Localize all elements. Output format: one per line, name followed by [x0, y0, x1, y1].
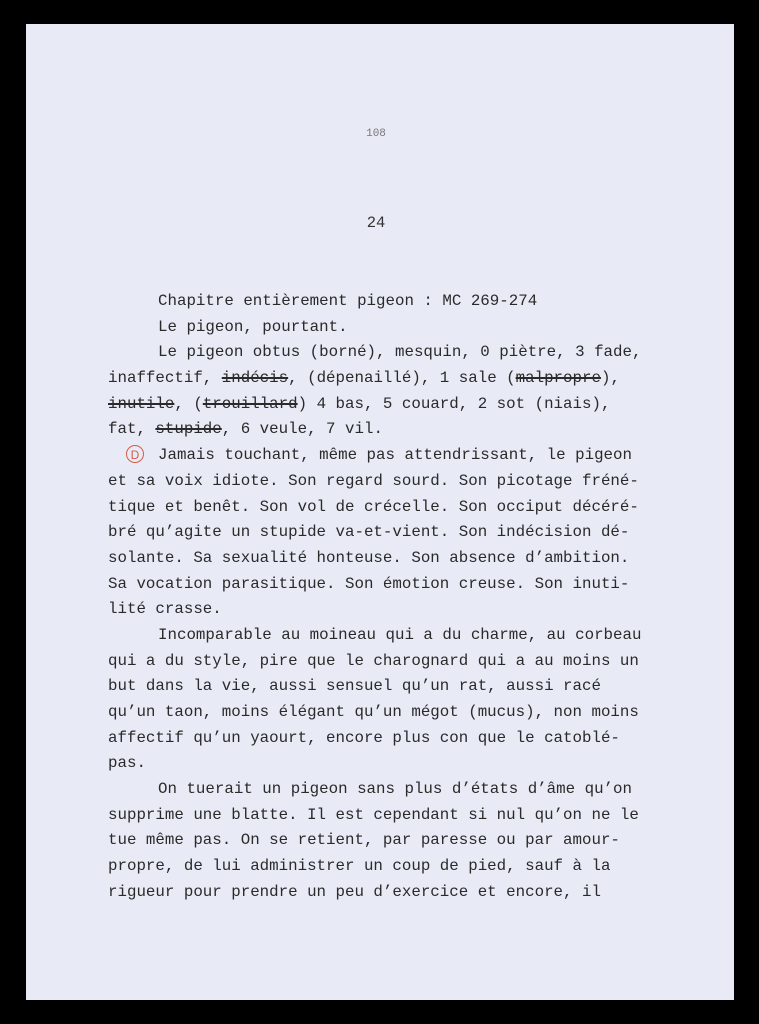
text-line [108, 443, 648, 469]
chapter-number: 24 [366, 214, 386, 232]
text-segment: , 6 veule, 7 vil. [221, 420, 383, 439]
text-segment: affectif qu’un yaourt, encore plus con que le catoblé- [108, 728, 620, 747]
text-line [108, 572, 648, 598]
text-segment: tique et benêt. Son vol de crécelle. Son occiput décéré- [108, 497, 639, 516]
text-segment: et sa voix idiote. Son regard sourd. Son picotage fréné- [108, 471, 639, 490]
text-segment: solante. Sa sexualité honteuse. Son absence d’ambition. [108, 548, 630, 567]
text-segment: propre, de lui administrer un coup de pied, sauf à la [108, 857, 611, 876]
struck-word: trouillard [202, 394, 298, 413]
text-segment: qui a du style, pire que le charognard qui a au moins un [108, 651, 639, 670]
text-line [108, 546, 648, 572]
text-segment: Chapitre entièrement pigeon : MC 269-274 [158, 292, 538, 310]
margin-circle-marker: D [126, 445, 144, 463]
text-line [108, 828, 648, 854]
text-line [108, 751, 648, 777]
text-line [108, 674, 648, 700]
text-segment: , ( [174, 394, 203, 413]
text-line [108, 340, 648, 366]
text-segment: qu’un taon, moins élégant qu’un mégot (mucus), non moins [108, 703, 639, 721]
text-segment: but dans la vie, aussi sensuel qu’un rat, aussi racé [108, 677, 601, 696]
text-segment: Le pigeon, pourtant. [158, 317, 348, 336]
text-line [108, 289, 648, 315]
text-segment: tue même pas. On se retient, par paresse ou par amour- [108, 831, 620, 850]
text-line [108, 700, 648, 726]
manuscript-page [26, 24, 734, 1000]
text-segment: On tuerait un pigeon sans plus d’états d’âme qu’on [158, 780, 632, 799]
text-line [108, 803, 648, 829]
text-segment: rigueur pour prendre un peu d’exercice et encore, il [108, 882, 601, 901]
text-segment: ) 4 bas, 5 couard, 2 sot (niais), [297, 394, 611, 413]
text-segment: fat, [108, 420, 156, 439]
text-line [108, 315, 648, 341]
text-line [108, 392, 648, 418]
text-segment: lité crasse. [108, 600, 222, 619]
text-segment: Jamais touchant, même pas attendrissant, le pigeon [158, 446, 632, 465]
text-line [108, 520, 648, 546]
struck-word: inutile [108, 394, 175, 413]
struck-word: malpropre [515, 369, 601, 388]
text-segment: Incomparable au moineau qui a du charme, au corbeau [158, 625, 642, 644]
text-line [108, 854, 648, 880]
struck-word: indécis [221, 369, 289, 388]
text-line [108, 777, 648, 803]
text-line [108, 469, 648, 495]
text-segment: , (dépenaillé), 1 sale ( [288, 369, 516, 388]
page-number: 108 [366, 128, 386, 140]
chapter-body [108, 289, 648, 906]
text-segment: supprime une blatte. Il est cependant si nul qu’on ne le [108, 805, 639, 824]
text-segment: ), [600, 369, 620, 388]
text-segment: bré qu’agite un stupide va-et-vient. Son indécision dé- [108, 523, 630, 542]
text-line [108, 649, 648, 675]
text-segment: Le pigeon obtus (borné), mesquin, 0 piètre, 3 fade, [158, 343, 642, 362]
text-line [108, 366, 648, 392]
text-segment: inaffectif, [108, 369, 222, 388]
struck-word: stupide [155, 420, 222, 439]
text-line [108, 726, 648, 752]
text-line [108, 880, 648, 906]
text-line [108, 597, 648, 623]
text-segment: pas. [108, 754, 146, 773]
text-line [108, 623, 648, 649]
text-line [108, 417, 648, 443]
text-segment: Sa vocation parasitique. Son émotion creuse. Son inuti- [108, 574, 630, 593]
text-line [108, 495, 648, 521]
